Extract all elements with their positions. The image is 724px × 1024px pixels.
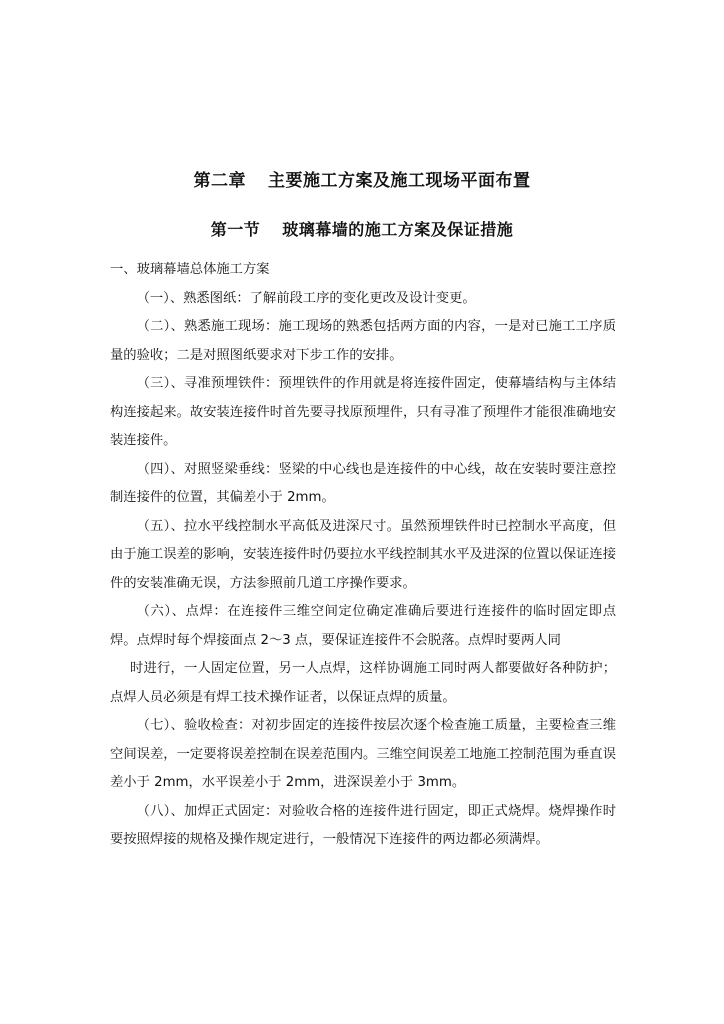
chapter-title — [0, 166, 724, 191]
section-title — [0, 217, 724, 240]
paragraph-7: （七）、验收检查：对初步固定的连接件按层次逐个检查施工质量，主要检查三维空间误差，一定要将误差控制在误差范围内。三维空间误差工地施工控制范围为垂直误差小于 2mm，水平误差小于 2mm，进深误差小于 3mm。 — [110, 718, 616, 790]
body-text — [110, 256, 616, 855]
paragraph-4: （四）、对照竖梁垂线：竖梁的中心线也是连接件的中心线，故在安装时要注意控制连接件的位置，其偏差小于 2mm。 — [110, 461, 616, 505]
chapter-title-text: 主要施工方案及施工现场平面布置 — [268, 171, 531, 191]
paragraph-8: （八）、加焊正式固定：对验收合格的连接件进行固定，即正式烧焊。烧焊操作时要按照焊接的规格及操作规定进行，一般情况下连接件的两边都必须满焊。 — [110, 803, 616, 847]
paragraph-3: （三）、寻准预埋铁件：预埋铁件的作用就是将连接件固定，使幕墙结构与主体结构连接起来。故安装连接件时首先要寻找原预埋件，只有寻准了预埋件才能很准确地安装连接件。 — [110, 376, 616, 448]
paragraph-1: （一）、熟悉图纸：了解前段工序的变化更改及设计变更。 — [136, 290, 476, 306]
section-number: 第一节 — [210, 220, 261, 239]
section-title-text: 玻璃幕墙的施工方案及保证措施 — [282, 220, 514, 239]
heading-level-1: 一、玻璃幕墙总体施工方案 — [110, 262, 270, 277]
paragraph-6: （六）、点焊：在连接件三维空间定位确定准确后要进行连接件的临时固定即点焊。点焊时每个焊接面点 2～3 点，要保证连接件不会脱落。点焊时要两人同 — [110, 604, 616, 648]
chapter-number: 第二章 — [193, 171, 246, 191]
paragraph-5: （五）、拉水平线控制水平高低及进深尺寸。虽然预埋铁件时已控制水平高度，但由于施工误差的影响，安装连接件时仍要拉水平线控制其水平及进深的位置以保证连接件的安装准确无误，方法参照前几道工序操作要求。 — [110, 518, 616, 591]
paragraph-6-continuation: 时进行，一人固定位置，另一人点焊，这样协调施工同时两人都要做好各种防护；点焊人员必须是有焊工技术操作证者，以保证点焊的质量。 — [110, 661, 616, 705]
paragraph-2: （二）、熟悉施工现场：施工现场的熟悉包括两方面的内容，一是对已施工工序质量的验收；二是对照图纸要求对下步工作的安排。 — [110, 319, 616, 363]
